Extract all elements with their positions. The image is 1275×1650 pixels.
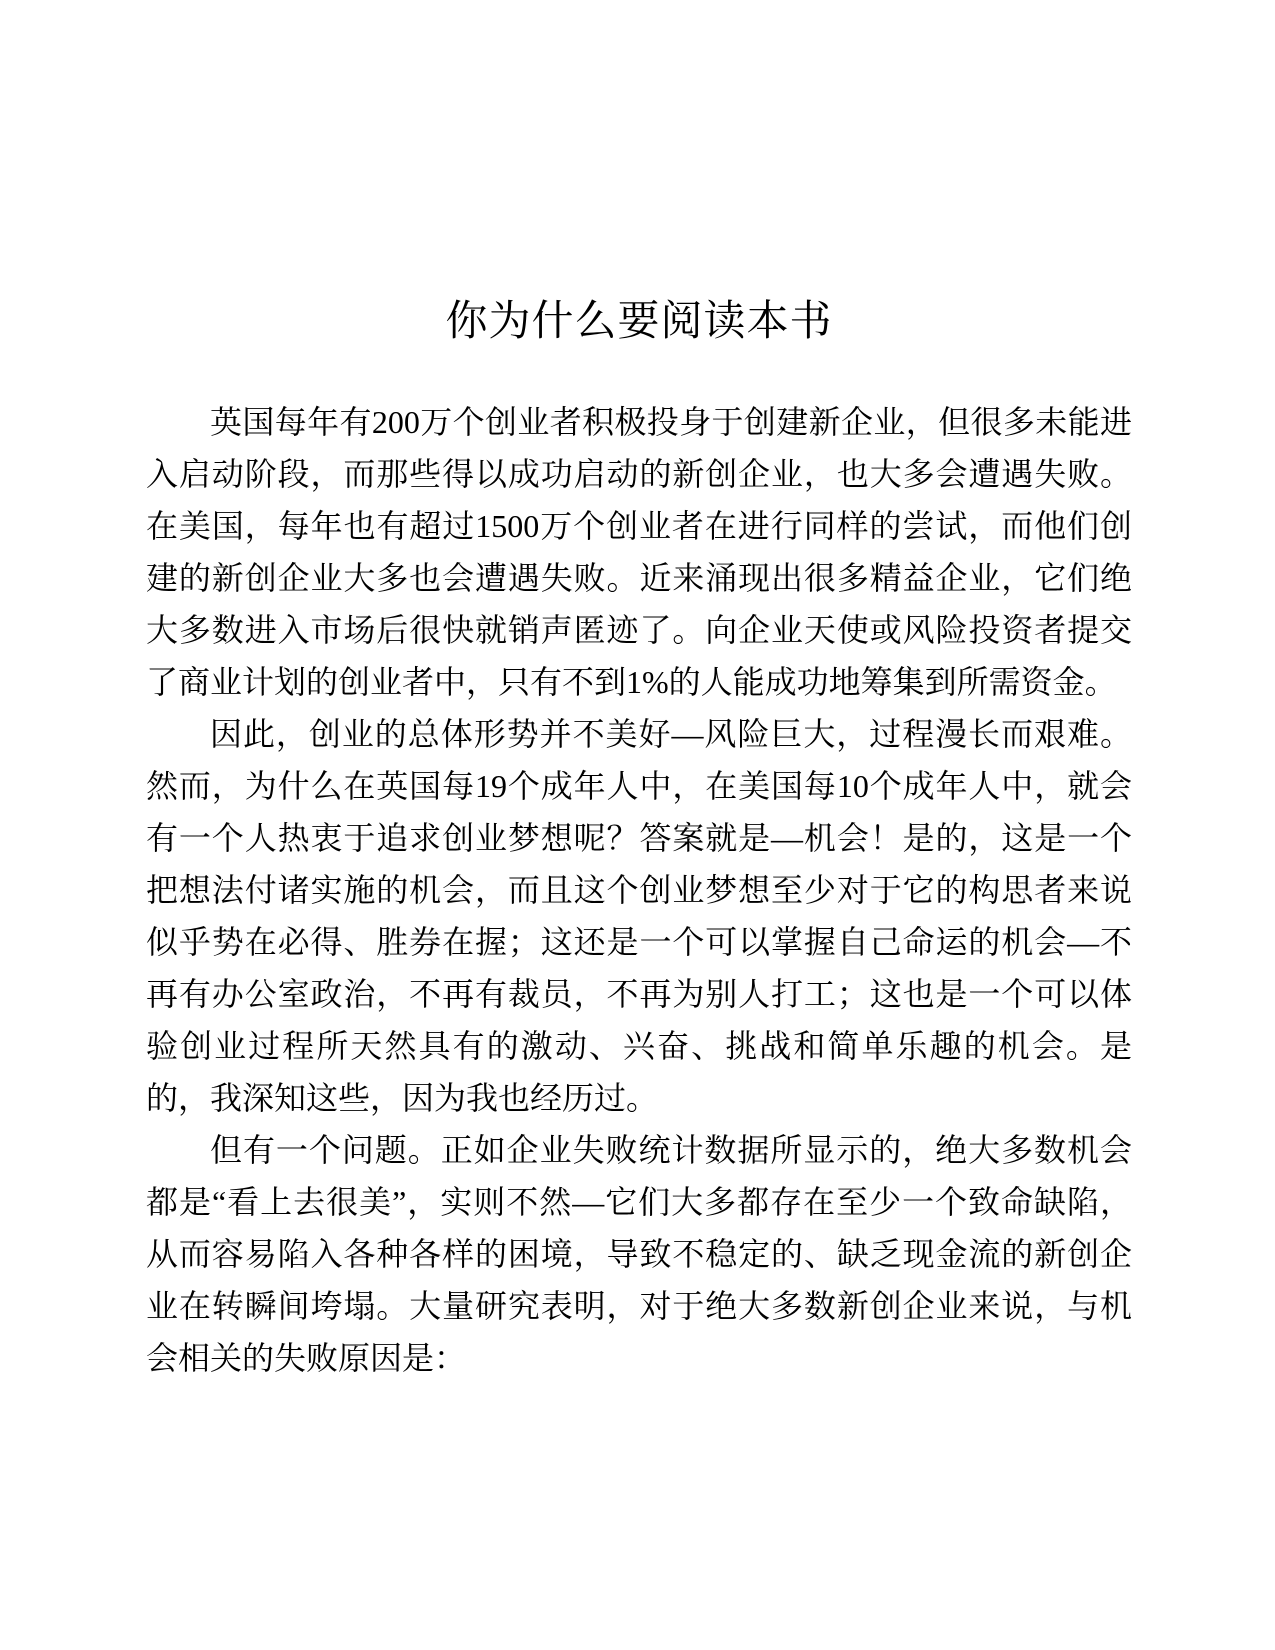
text-block	[146, 298, 1132, 1384]
paragraph-2: 因此，创业的总体形势并不美好—风险巨大，过程漫长而艰难。然而，为什么在英国每19个成年人中，在美国每10个成年人中，就会有一个人热衷于追求创业梦想呢？答案就是—机会！是的，这是一个把想法付诸实施的机会，而且这个创业梦想至少对于它的构思者来说似乎势在必得、胜券在握；这还是一个可以掌握自己命运的机会—不再有办公室政治，不再有裁员，不再为别人打工；这也是一个可以体验创业过程所天然具有的激动、兴奋、挑战和简单乐趣的机会。是的，我深知这些，因为我也经历过。	[146, 716, 1132, 1116]
paragraph-1: 英国每年有200万个创业者积极投身于创建新企业，但很多未能进入启动阶段，而那些得以成功启动的新创企业，也大多会遭遇失败。在美国，每年也有超过1500万个创业者在进行同样的尝试，而他们创建的新创企业大多也会遭遇失败。近来涌现出很多精益企业，它们绝大多数进入市场后很快就销声匿迹了。向企业天使或风险投资者提交了商业计划的创业者中，只有不到1%的人能成功地筹集到所需资金。	[146, 404, 1132, 700]
page-title: 你为什么要阅读本书	[445, 299, 833, 345]
paragraph-3: 但有一个问题。正如企业失败统计数据所显示的，绝大多数机会都是“看上去很美”，实则不然—它们大多都存在至少一个致命缺陷，从而容易陷入各种各样的困境，导致不稳定的、缺乏现金流的新创企业在转瞬间垮塌。大量研究表明，对于绝大多数新创企业来说，与机会相关的失败原因是：	[146, 1132, 1132, 1376]
